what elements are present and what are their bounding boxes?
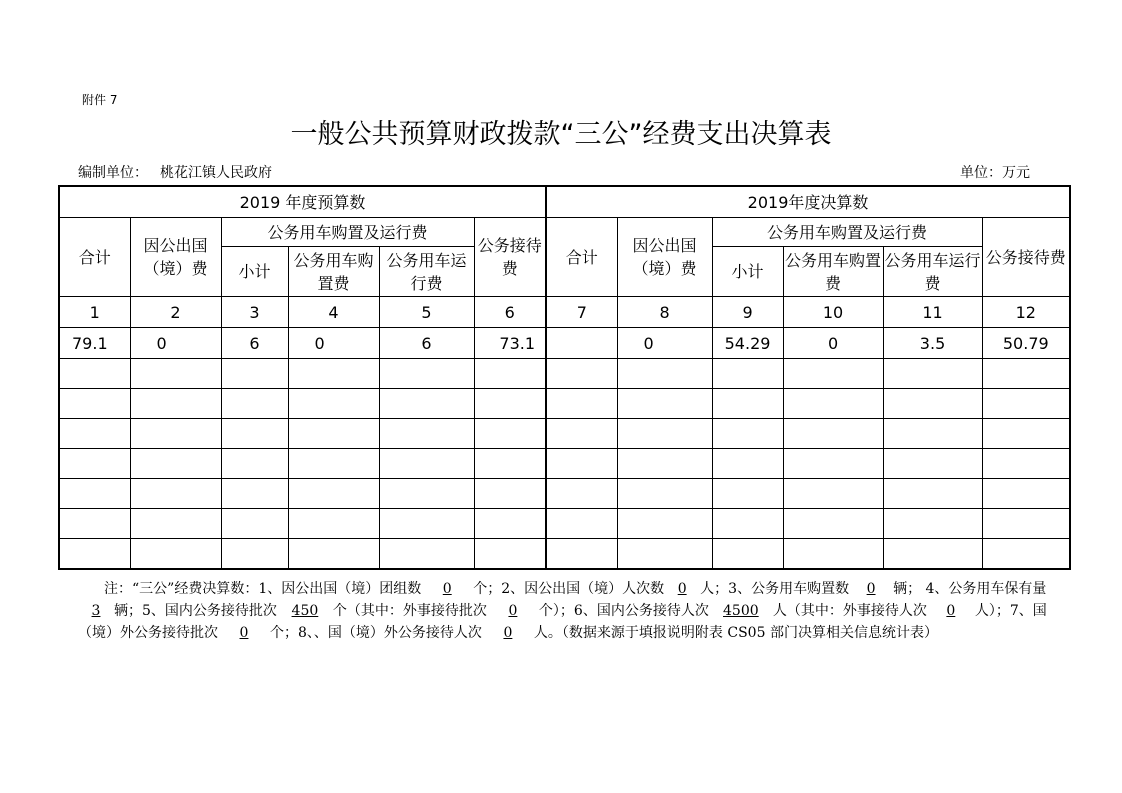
budget-vehicle-purchase-value: 0 <box>288 328 379 359</box>
note-value: 0 <box>239 625 249 641</box>
note-value: 0 <box>866 581 876 597</box>
empty-row <box>59 359 1070 389</box>
column-number: 7 <box>546 297 617 328</box>
column-number: 3 <box>221 297 288 328</box>
budget-vehicle-group-header: 公务用车购置及运行费 <box>221 218 474 247</box>
empty-row <box>59 389 1070 419</box>
compiling-unit-label: 编制单位： <box>78 165 148 181</box>
compiling-unit <box>78 162 272 182</box>
column-number: 12 <box>982 297 1070 328</box>
page-title: 一般公共预算财政拨款“三公”经费支出决算表 <box>290 119 832 150</box>
empty-row <box>59 449 1070 479</box>
budget-total-header: 合计 <box>59 218 130 297</box>
budget-total-value: 79.1 <box>59 328 130 359</box>
actual-abroad-value: 0 <box>617 328 712 359</box>
actual-total-value <box>546 328 617 359</box>
footnote <box>78 578 1068 644</box>
column-number: 5 <box>379 297 474 328</box>
note-text: 人；3、公务用车购置数 <box>700 581 850 597</box>
note-value: 450 <box>291 603 319 619</box>
actual-vehicle-operation-header: 公务用车运行费 <box>883 247 982 297</box>
column-number: 9 <box>712 297 783 328</box>
empty-row <box>59 479 1070 509</box>
data-row <box>59 328 1070 359</box>
note-text: 人）；7、国（境）外公务接待批次 <box>78 603 1047 641</box>
column-number: 2 <box>130 297 221 328</box>
budget-vehicle-purchase-header: 公务用车购置费 <box>288 247 379 297</box>
note-text: 人（其中：外事接待人次 <box>772 603 927 619</box>
note-text: 人。（数据来源于填报说明附表 CS05 部门决算相关信息统计表） <box>533 625 938 641</box>
column-number-row <box>59 297 1070 328</box>
compiling-unit-org: 桃花江镇人民政府 <box>160 165 272 181</box>
actual-reception-value: 50.79 <box>982 328 1070 359</box>
budget-abroad-value: 0 <box>130 328 221 359</box>
note-value: 0 <box>503 625 513 641</box>
note-text: 个）；6、国内公务接待人次 <box>538 603 709 619</box>
note-text: 个；8、、国（境）外公务接待人次 <box>270 625 482 641</box>
actual-total-header: 合计 <box>546 218 617 297</box>
budget-subtotal-header: 小计 <box>221 247 288 297</box>
actual-subtotal-value: 54.29 <box>712 328 783 359</box>
column-number: 1 <box>59 297 130 328</box>
actual-abroad-header: 因公出国（境）费 <box>617 218 712 297</box>
note-value: 0 <box>508 603 518 619</box>
budget-vehicle-operation-value: 6 <box>379 328 474 359</box>
note-text: 个；2、因公出国（境）人次数 <box>473 581 665 597</box>
actual-group-header: 2019年度决算数 <box>546 186 1070 218</box>
empty-row <box>59 419 1070 449</box>
header-row-1 <box>59 218 1070 247</box>
column-number: 6 <box>474 297 546 328</box>
actual-vehicle-purchase-header: 公务用车购置费 <box>783 247 883 297</box>
note-text: 辆； 4、公务用车保有量 <box>893 581 1047 597</box>
budget-group-header: 2019 年度预算数 <box>59 186 546 218</box>
empty-row <box>59 539 1070 570</box>
note-value: 0 <box>677 581 687 597</box>
budget-subtotal-value: 6 <box>221 328 288 359</box>
empty-row <box>59 509 1070 539</box>
note-text: 辆；5、国内公务接待批次 <box>114 603 277 619</box>
actual-vehicle-group-header: 公务用车购置及运行费 <box>712 218 982 247</box>
column-number: 4 <box>288 297 379 328</box>
note-value: 3 <box>91 603 101 619</box>
budget-reception-header: 公务接待费 <box>474 218 546 297</box>
note-value: 0 <box>946 603 956 619</box>
money-unit: 单位：万元 <box>960 165 1030 181</box>
column-number: 8 <box>617 297 712 328</box>
budget-reception-value: 73.1 <box>474 328 546 359</box>
note-text: 注：“三公”经费决算数：1、因公出国（境）团组数 <box>104 581 422 597</box>
note-text: 个（其中：外事接待批次 <box>332 603 487 619</box>
budget-vehicle-operation-header: 公务用车运行费 <box>379 247 474 297</box>
three-public-expenses-table <box>58 185 1071 570</box>
column-number: 11 <box>883 297 982 328</box>
actual-vehicle-purchase-value: 0 <box>783 328 883 359</box>
attachment-label: 附件 7 <box>82 93 118 107</box>
actual-subtotal-header: 小计 <box>712 247 783 297</box>
column-number: 10 <box>783 297 883 328</box>
note-value: 4500 <box>723 603 759 619</box>
budget-abroad-header: 因公出国（境）费 <box>130 218 221 297</box>
note-value: 0 <box>442 581 452 597</box>
actual-vehicle-operation-value: 3.5 <box>883 328 982 359</box>
group-header-row <box>59 186 1070 218</box>
actual-reception-header: 公务接待费 <box>982 218 1070 297</box>
